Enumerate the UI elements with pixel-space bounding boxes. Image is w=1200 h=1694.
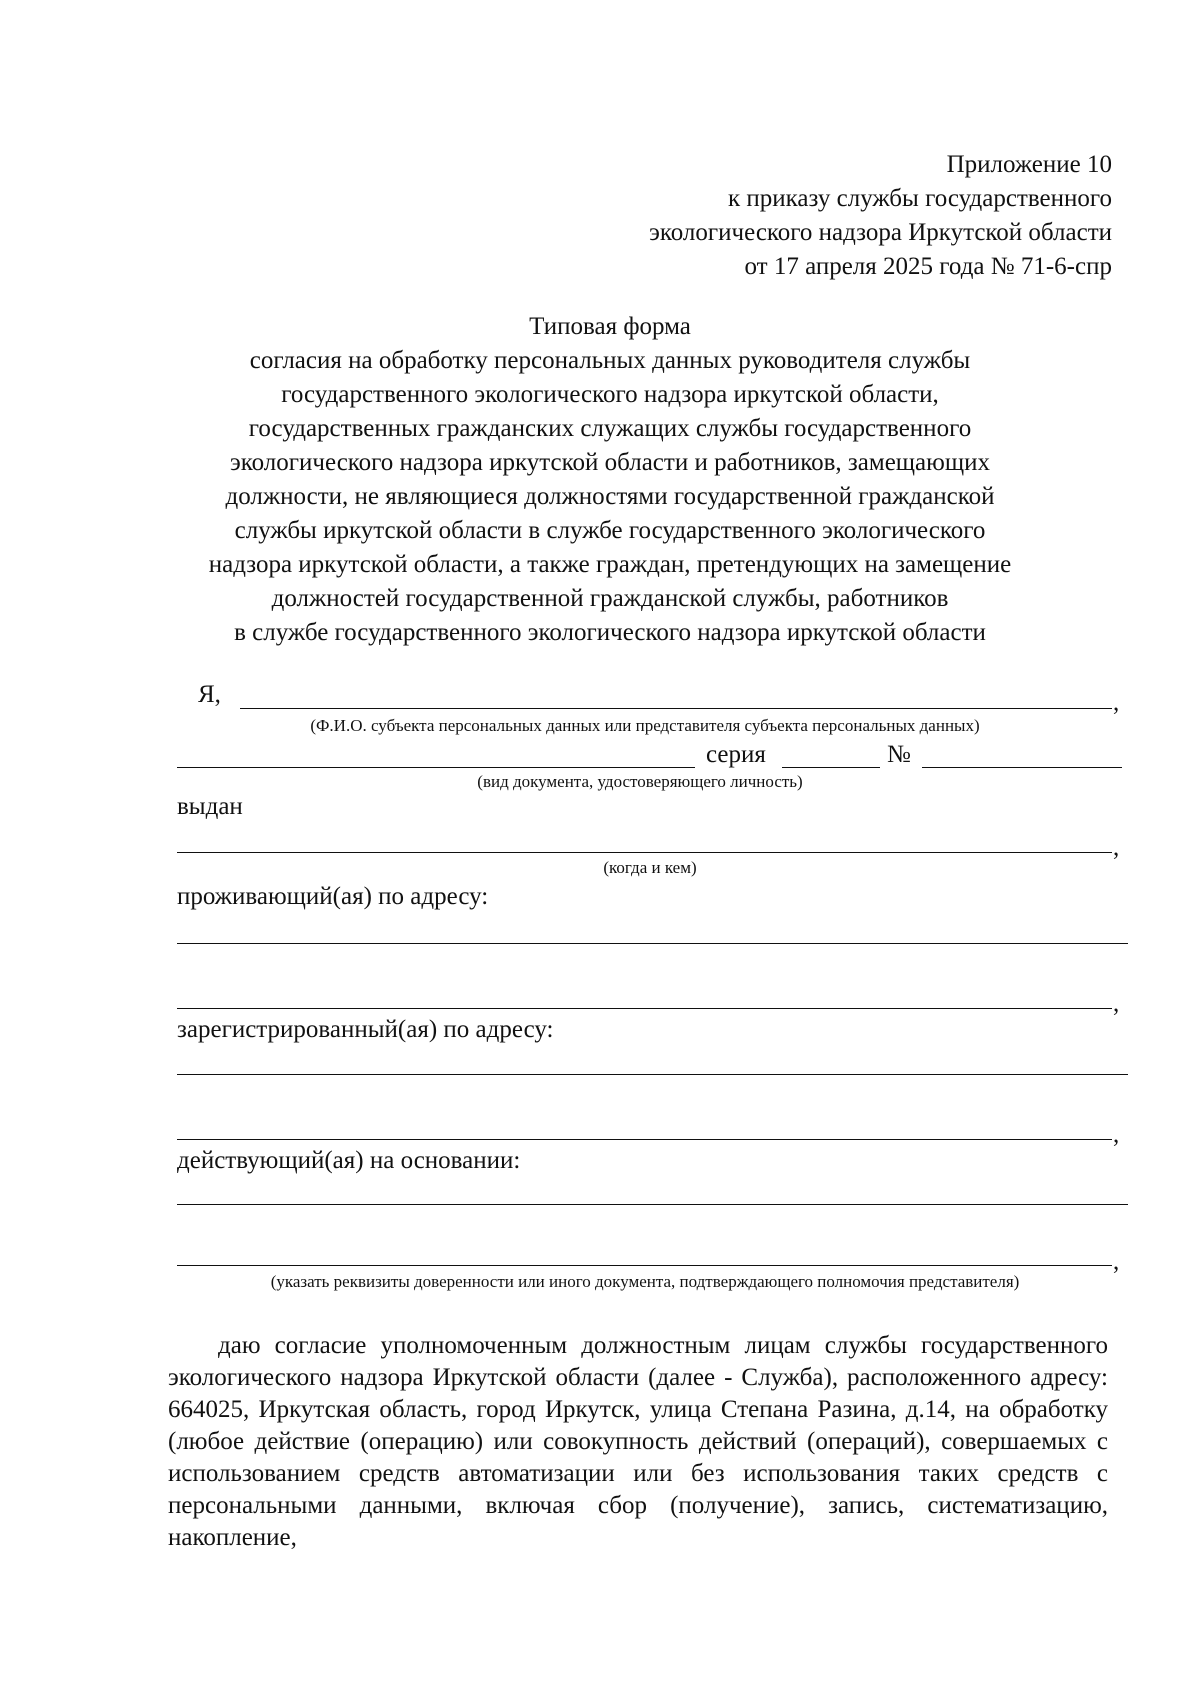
appendix-line: экологического надзора Иркутской области [649,219,1112,246]
acting-label: действующий(ая) на основании: [177,1147,521,1174]
form-title [150,310,1070,650]
document-type-field[interactable] [177,767,695,768]
comma: , [1113,689,1120,716]
basis-field-2[interactable] [177,1265,1112,1266]
appendix-line: от 17 апреля 2025 года № 71-6-спр [744,253,1112,280]
consent-paragraph [168,1330,1108,1554]
registration-address-field-2[interactable] [177,1139,1112,1140]
appendix-line: к приказу службы государственного [728,185,1112,212]
consent-text: даю согласие уполномоченным должностным лицам службы государственного экологического надзора Иркутской области (далее - Служба), расположенного адресу: 664025, Иркутская область, город Иркутск, улица Степана Разина, д.14, на обработку (любое действие (операцию) или совокупность действий (операций), совершаемых с использованием средств автоматизации или без использования таких средств с персональными данными, включая сбор (получение), запись, систематизацию, накопление, [168,1332,1108,1551]
issued-label: выдан [177,793,243,820]
title-line: согласия на обработку персональных данных руководителя службы [249,347,971,374]
number-label: № [887,741,911,768]
title-line: экологического надзора иркутской области и работников, замещающих [230,449,990,476]
title-line: надзора иркутской области, а также граждан, претендующих на замещение [208,551,1012,578]
fio-field[interactable] [240,708,1112,709]
comma: , [1113,834,1120,861]
residence-address-field-2[interactable] [177,1008,1112,1009]
comma: , [1113,1248,1120,1275]
title-line: службы иркутской области в службе государственного экологического [234,517,986,544]
title-line: Типовая форма [529,313,691,340]
issued-field[interactable] [177,852,1112,853]
fio-caption: (Ф.И.О. субъекта персональных данных или представителя субъекта персональных данных) [310,716,980,735]
issued-caption: (когда и кем) [603,858,697,877]
registered-label: зарегистрированный(ая) по адресу: [177,1016,554,1043]
title-line: государственного экологического надзора иркутской области, [281,381,939,408]
document-caption: (вид документа, удостоверяющего личность) [477,772,803,791]
residing-label: проживающий(ая) по адресу: [177,883,489,910]
comma: , [1113,990,1120,1017]
title-line: в службе государственного экологического надзора иркутской области [234,619,986,646]
title-line: должностей государственной гражданской службы, работников [271,585,949,612]
title-line: государственных гражданских служащих службы государственного [248,415,972,442]
series-label: серия [706,741,766,768]
number-field[interactable] [922,767,1122,768]
appendix-header [412,148,1112,284]
title-line: должности, не являющиеся должностями государственной гражданской [225,483,995,510]
series-field[interactable] [782,767,880,768]
comma: , [1113,1121,1120,1148]
residence-address-field-1[interactable] [177,943,1128,944]
proxy-caption: (указать реквизиты доверенности или иного документа, подтверждающего полномочия представителя) [270,1272,1020,1291]
i-label: Я, [198,681,221,708]
appendix-line: Приложение 10 [946,151,1112,178]
registration-address-field-1[interactable] [177,1074,1128,1075]
basis-field-1[interactable] [177,1204,1128,1205]
